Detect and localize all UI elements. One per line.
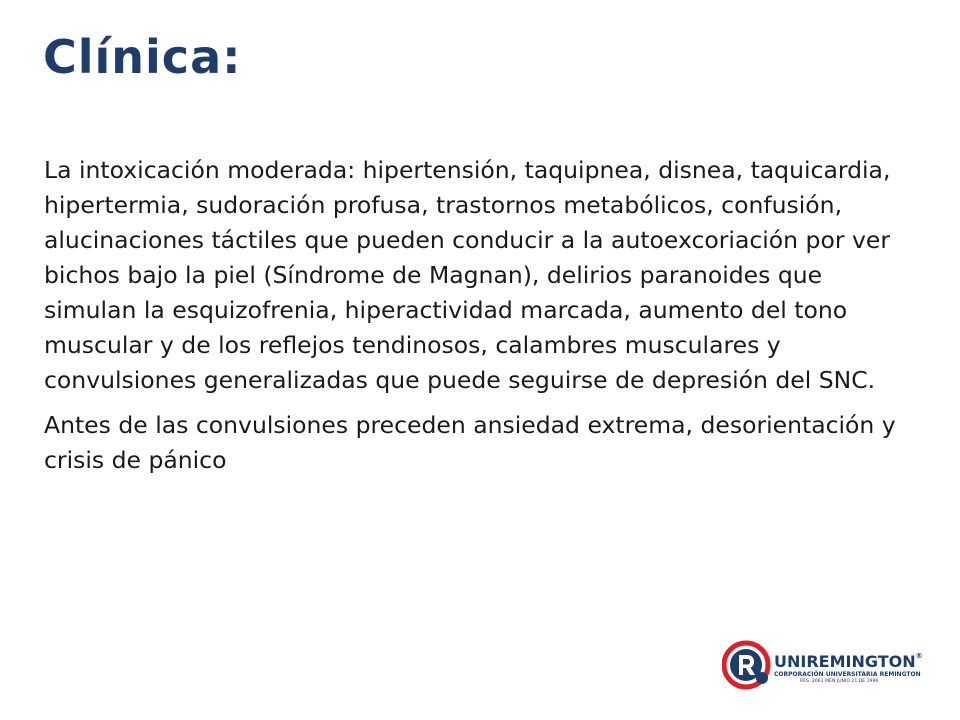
slide-title: Clínica: <box>43 30 242 84</box>
slide-body <box>44 153 904 488</box>
body-paragraph-1: La intoxicación moderada: hipertensión, taquipnea, disnea, taquicardia, hipertermia, sudoración profusa, trastornos metabólicos, confusión, alucinaciones táctiles que pueden conducir a la autoexcoriación por ver bichos bajo la piel (Síndrome de Magnan), delirios paranoides que simulan la esquizofrenia, hiperactividad marcada, aumento del tono muscular y de los reflejos tendinosos, calambres musculares y convulsiones generalizadas que puede seguirse de depresión del SNC. <box>44 156 891 394</box>
logo-subtitle: CORPORACIÓN UNIVERSITARIA REMINGTON <box>774 671 921 678</box>
uniremington-r-icon <box>722 640 772 690</box>
logo-wordmark: UNIREMINGTON® <box>774 652 923 671</box>
logo-resolution: RES. 2661 MEN JUNIO 21 DE 1996 <box>800 679 879 684</box>
uniremington-logo <box>722 640 922 696</box>
body-paragraph-2: Antes de las convulsiones preceden ansiedad extrema, desorientación y crisis de pánico <box>44 411 896 474</box>
